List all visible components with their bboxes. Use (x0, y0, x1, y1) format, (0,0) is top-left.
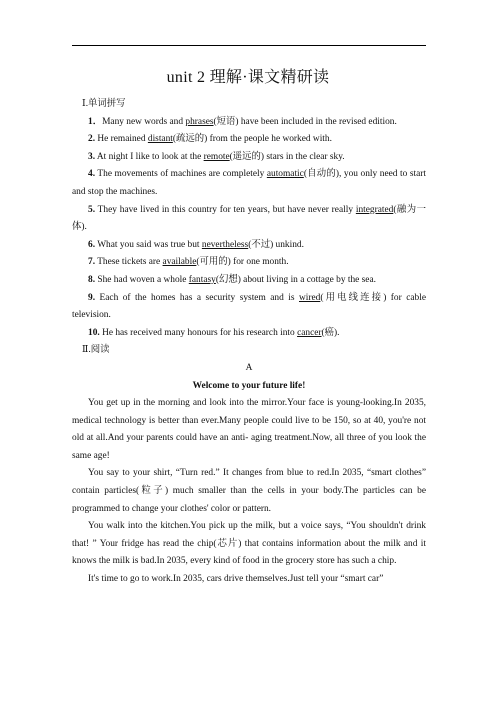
item-text-before: He has received many honours for his research into (99, 327, 298, 338)
item-text-before: She had woven a whole (95, 274, 189, 285)
header-rule (72, 45, 426, 46)
item-number: 3. (88, 151, 96, 162)
item-number: 9. (88, 292, 96, 303)
vocabulary-item (72, 149, 426, 167)
section-heading-reading: Ⅱ.阅读 (82, 345, 110, 356)
item-text-before: What you said was true but (95, 239, 202, 250)
item-text-after: (癌). (321, 327, 340, 338)
passage-paragraph: It's time to go to work.In 2035, cars drive themselves.Just tell your “smart car” (88, 574, 384, 585)
item-number: 10. (88, 327, 100, 338)
item-text-after: (幻想) about living in a cottage by the sea. (215, 274, 376, 285)
item-number: 8. (88, 274, 96, 285)
item-answer-word: nevertheless (201, 239, 249, 250)
item-number: 2. (88, 134, 96, 145)
page-title: unit 2 理解·课文精研读 (166, 69, 330, 86)
item-number: 4. (88, 169, 96, 180)
item-number: 5. (88, 204, 96, 215)
item-text-after: (短语) have been included in the revised edition. (213, 116, 397, 127)
item-text-before: Many new words and (102, 116, 186, 127)
item-text-after: (融为一体). (72, 204, 426, 233)
item-answer-word: integrated (355, 204, 394, 215)
section-heading-vocabulary: Ⅰ.单词拼写 (82, 99, 126, 109)
vocabulary-item (72, 114, 426, 132)
vocabulary-item (72, 254, 426, 272)
item-text-after: (自动的), you only need to start and stop the machines. (72, 169, 426, 197)
passage-paragraph: You get up in the morning and look into the mirror.Your face is young-looking.In 2035, medical technology is better than ever.Many people could live to be 150, so at 40, you're not old at all.And your parents could have an anti- aging treatment.Now, all three of you look the same age! (72, 398, 426, 461)
item-text-after: (可用的) for one month. (196, 257, 289, 268)
item-text-after: (用电线连接) for cable television. (72, 292, 426, 321)
document-content (72, 96, 426, 589)
item-number: 1． (88, 116, 103, 127)
item-text-before: Each of the homes has a security system and is (95, 292, 299, 303)
item-answer-word: phrases (185, 116, 214, 127)
item-text-before: At night I like to look at the (95, 151, 204, 162)
passage-title: Welcome to your future life! (192, 380, 306, 391)
item-text-before: These tickets are (95, 257, 163, 268)
item-text-after: (不过) unkind. (248, 239, 304, 250)
item-text-before: He remained (95, 134, 148, 145)
vocabulary-item (72, 290, 426, 325)
item-answer-word: available (162, 257, 197, 268)
vocabulary-item (72, 325, 426, 343)
passage-paragraph: You walk into the kitchen.You pick up the milk, but a voice says, “You shouldn't drink that! ” Your fridge has read the chip(芯片) that contains information about the milk and it knows the milk is bad.In 2035, every kind of food in the grocery store has such a chip. (72, 521, 426, 567)
item-answer-word: remote (203, 151, 230, 162)
passage-paragraph: You say to your shirt, “Turn red.” It changes from blue to red.In 2035, “smart clothes” contain particles(粒子) much smaller than the cells in your body.The particles can be programmed to change your clothes' color or pattern. (72, 468, 426, 514)
vocabulary-item (72, 166, 426, 201)
vocabulary-item (72, 202, 426, 237)
vocabulary-item (72, 131, 426, 149)
vocabulary-list (72, 114, 426, 343)
passage-body (72, 395, 426, 589)
item-answer-word: distant (147, 134, 173, 145)
item-answer-word: automatic (266, 169, 304, 180)
item-number: 6. (88, 239, 96, 250)
item-text-before: The movements of machines are completely (95, 169, 267, 180)
item-answer-word: wired (299, 292, 321, 303)
item-text-after: (疏远的) from the people he worked with. (172, 134, 332, 145)
item-text-before: They have lived in this country for ten years, but have never really (95, 204, 356, 215)
vocabulary-item (72, 272, 426, 290)
item-answer-word: fantasy (188, 274, 216, 285)
vocabulary-item (72, 237, 426, 255)
item-number: 7. (88, 257, 96, 268)
item-answer-word: cancer (297, 327, 322, 338)
item-text-after: (遥远的) stars in the clear sky. (229, 151, 345, 162)
passage-letter: A (245, 362, 253, 373)
